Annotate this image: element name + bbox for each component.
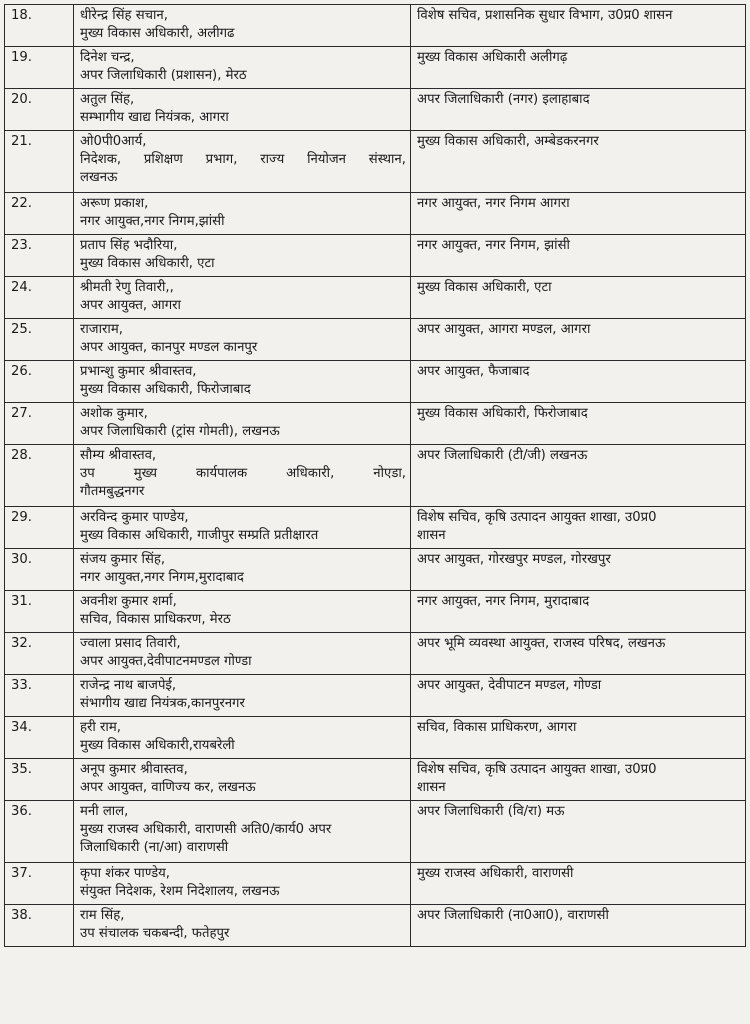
table-row: [5, 235, 746, 277]
table-body: [5, 5, 746, 947]
officer-name: अनूप कुमार श्रीवास्तव,: [80, 762, 188, 777]
current-post-line: मुख्य विकास अधिकारी, अलीगढ: [80, 26, 235, 41]
officer-current-post: [74, 863, 411, 905]
table-row: [5, 549, 746, 591]
current-post-line: सचिव, विकास प्राधिकरण, मेरठ: [80, 612, 231, 627]
officer-current-post: [74, 193, 411, 235]
table-row: [5, 445, 746, 507]
serial-number: 35.: [5, 759, 74, 801]
new-posting: [411, 633, 746, 675]
table-row: [5, 5, 746, 47]
serial-number: 36.: [5, 801, 74, 863]
new-posting: [411, 319, 746, 361]
new-posting-line: मुख्य विकास अधिकारी अलीगढ़: [417, 50, 568, 65]
serial-number: 25.: [5, 319, 74, 361]
serial-number: 22.: [5, 193, 74, 235]
current-post-line: संयुक्त निदेशक, रेशम निदेशालय, लखनऊ: [80, 884, 280, 899]
current-post-line: अपर जिलाधिकारी (ट्रांस गोमती), लखनऊ: [80, 424, 280, 439]
officer-name: ज्वाला प्रसाद तिवारी,: [80, 636, 181, 651]
table-row: [5, 277, 746, 319]
current-post-line: अपर आयुक्त,देवीपाटनमण्डल गोण्डा: [80, 654, 252, 669]
current-post-line: मुख्य विकास अधिकारी, फिरोजाबाद: [80, 382, 251, 397]
serial-number: 23.: [5, 235, 74, 277]
new-posting-line: शासन: [417, 780, 446, 795]
officer-name: प्रभान्शु कुमार श्रीवास्तव,: [80, 364, 197, 379]
new-posting: [411, 235, 746, 277]
officer-current-post: [74, 591, 411, 633]
table-row: [5, 675, 746, 717]
new-posting-line: नगर आयुक्त, नगर निगम, झांसी: [417, 238, 570, 253]
serial-number: 27.: [5, 403, 74, 445]
officer-current-post: [74, 5, 411, 47]
new-posting-line: अपर जिलाधिकारी (ना0आ0), वाराणसी: [417, 908, 609, 923]
officer-name: अवनीश कुमार शर्मा,: [80, 594, 177, 609]
new-posting: [411, 277, 746, 319]
new-posting-line: विशेष सचिव, कृषि उत्पादन आयुक्त शाखा, उ0प्र0: [417, 510, 657, 525]
current-post-line: निदेशक, प्रशिक्षण प्रभाग, राज्य नियोजन संस्थान,: [80, 152, 406, 167]
officer-current-post: [74, 717, 411, 759]
officer-name: राजाराम,: [80, 322, 123, 337]
new-posting: [411, 5, 746, 47]
current-post-line: उप संचालक चकबन्दी, फतेहपुर: [80, 926, 230, 941]
officer-current-post: [74, 319, 411, 361]
table-row: [5, 717, 746, 759]
officer-name: दिनेश चन्द्र,: [80, 50, 135, 65]
serial-number: 24.: [5, 277, 74, 319]
serial-number: 19.: [5, 47, 74, 89]
table-row: [5, 759, 746, 801]
current-post-line: नगर आयुक्त,नगर निगम,मुरादाबाद: [80, 570, 244, 585]
table-row: [5, 591, 746, 633]
officer-current-post: [74, 675, 411, 717]
officer-current-post: [74, 633, 411, 675]
current-post-line: अपर आयुक्त, वाणिज्य कर, लखनऊ: [80, 780, 256, 795]
officer-current-post: [74, 549, 411, 591]
officer-name: सौम्य श्रीवास्तव,: [80, 448, 157, 463]
serial-number: 31.: [5, 591, 74, 633]
serial-number: 18.: [5, 5, 74, 47]
officer-name: धीरेन्द्र सिंह सचान,: [80, 8, 168, 23]
new-posting-line: मुख्य राजस्व अधिकारी, वाराणसी: [417, 866, 574, 881]
new-posting: [411, 591, 746, 633]
officer-current-post: [74, 89, 411, 131]
new-posting: [411, 361, 746, 403]
table-row: [5, 319, 746, 361]
serial-number: 29.: [5, 507, 74, 549]
new-posting-line: विशेष सचिव, कृषि उत्पादन आयुक्त शाखा, उ0प्र0: [417, 762, 657, 777]
current-post-line: संभागीय खाद्य नियंत्रक,कानपुरनगर: [80, 696, 245, 711]
new-posting: [411, 801, 746, 863]
serial-number: 21.: [5, 131, 74, 193]
current-post-line: अपर आयुक्त, आगरा: [80, 298, 181, 313]
officer-name: हरी राम,: [80, 720, 121, 735]
current-post-line: मुख्य विकास अधिकारी, गाजीपुर सम्प्रति प्रतीक्षारत: [80, 528, 319, 543]
serial-number: 34.: [5, 717, 74, 759]
table-row: [5, 47, 746, 89]
current-post-line: सम्भागीय खाद्य नियंत्रक, आगरा: [80, 110, 229, 125]
current-post-line: अपर आयुक्त, कानपुर मण्डल कानपुर: [80, 340, 258, 355]
serial-number: 30.: [5, 549, 74, 591]
new-posting-line: अपर आयुक्त, देवीपाटन मण्डल, गोण्डा: [417, 678, 602, 693]
table-row: [5, 801, 746, 863]
officer-name: संजय कुमार सिंह,: [80, 552, 166, 567]
officer-name: अशोक कुमार,: [80, 406, 148, 421]
officer-name: श्रीमती रेणु तिवारी,,: [80, 280, 174, 295]
officer-current-post: [74, 131, 411, 193]
serial-number: 28.: [5, 445, 74, 507]
new-posting: [411, 717, 746, 759]
new-posting: [411, 905, 746, 947]
current-post-line: गौतमबुद्धनगर: [80, 484, 145, 499]
officer-current-post: [74, 507, 411, 549]
officer-current-post: [74, 445, 411, 507]
officer-current-post: [74, 277, 411, 319]
officer-current-post: [74, 759, 411, 801]
new-posting: [411, 445, 746, 507]
new-posting: [411, 193, 746, 235]
table-row: [5, 89, 746, 131]
serial-number: 38.: [5, 905, 74, 947]
serial-number: 37.: [5, 863, 74, 905]
new-posting-line: अपर आयुक्त, फैजाबाद: [417, 364, 530, 379]
serial-number: 26.: [5, 361, 74, 403]
officer-name: मनी लाल,: [80, 804, 129, 819]
officer-current-post: [74, 47, 411, 89]
table-row: [5, 193, 746, 235]
new-posting-line: अपर भूमि व्यवस्था आयुक्त, राजस्व परिषद, लखनऊ: [417, 636, 666, 651]
new-posting-line: अपर आयुक्त, आगरा मण्डल, आगरा: [417, 322, 591, 337]
current-post-line: उप मुख्य कार्यपालक अधिकारी, नोएडा,: [80, 466, 406, 481]
table-row: [5, 131, 746, 193]
new-posting-line: नगर आयुक्त, नगर निगम, मुरादाबाद: [417, 594, 590, 609]
current-post-line: नगर आयुक्त,नगर निगम,झांसी: [80, 214, 225, 229]
new-posting-line: शासन: [417, 528, 446, 543]
new-posting: [411, 863, 746, 905]
current-post-line: मुख्य विकास अधिकारी,रायबरेली: [80, 738, 235, 753]
current-post-line: जिलाधिकारी (ना/आ) वाराणसी: [80, 840, 229, 855]
new-posting-line: अपर जिलाधिकारी (नगर) इलाहाबाद: [417, 92, 590, 107]
new-posting: [411, 549, 746, 591]
new-posting-line: सचिव, विकास प्राधिकरण, आगरा: [417, 720, 577, 735]
new-posting: [411, 759, 746, 801]
current-post-line: मुख्य विकास अधिकारी, एटा: [80, 256, 215, 271]
transfer-list-table: [4, 4, 746, 947]
officer-current-post: [74, 361, 411, 403]
new-posting-line: अपर जिलाधिकारी (टी/जी) लखनऊ: [417, 448, 588, 463]
officer-name: राजेन्द्र नाथ बाजपेई,: [80, 678, 177, 693]
officer-name: कृपा शंकर पाण्डेय,: [80, 866, 170, 881]
officer-current-post: [74, 905, 411, 947]
officer-name: अरविन्द कुमार पाण्डेय,: [80, 510, 189, 525]
table-row: [5, 361, 746, 403]
serial-number: 32.: [5, 633, 74, 675]
current-post-line: अपर जिलाधिकारी (प्रशासन), मेरठ: [80, 68, 247, 83]
new-posting: [411, 47, 746, 89]
new-posting: [411, 403, 746, 445]
officer-current-post: [74, 801, 411, 863]
new-posting-line: अपर जिलाधिकारी (वि/रा) मऊ: [417, 804, 565, 819]
officer-name: ओ0पी0आर्य,: [80, 134, 147, 149]
new-posting-line: नगर आयुक्त, नगर निगम आगरा: [417, 196, 570, 211]
table-row: [5, 507, 746, 549]
current-post-line: मुख्य राजस्व अधिकारी, वाराणसी अति0/कार्य0 अपर: [80, 822, 332, 837]
officer-current-post: [74, 403, 411, 445]
table-row: [5, 403, 746, 445]
table-row: [5, 905, 746, 947]
officer-name: अरूण प्रकाश,: [80, 196, 149, 211]
table-row: [5, 863, 746, 905]
officer-name: अतुल सिंह,: [80, 92, 135, 107]
new-posting-line: विशेष सचिव, प्रशासनिक सुधार विभाग, उ0प्र0 शासन: [417, 8, 673, 23]
new-posting: [411, 507, 746, 549]
officer-current-post: [74, 235, 411, 277]
new-posting-line: मुख्य विकास अधिकारी, एटा: [417, 280, 552, 295]
serial-number: 33.: [5, 675, 74, 717]
officer-name: प्रताप सिंह भदौरिया,: [80, 238, 178, 253]
new-posting-line: मुख्य विकास अधिकारी, अम्बेडकरनगर: [417, 134, 599, 149]
new-posting-line: मुख्य विकास अधिकारी, फिरोजाबाद: [417, 406, 588, 421]
serial-number: 20.: [5, 89, 74, 131]
new-posting-line: अपर आयुक्त, गोरखपुर मण्डल, गोरखपुर: [417, 552, 611, 567]
officer-name: राम सिंह,: [80, 908, 125, 923]
new-posting: [411, 89, 746, 131]
table-row: [5, 633, 746, 675]
current-post-line: लखनऊ: [80, 170, 118, 185]
new-posting: [411, 131, 746, 193]
new-posting: [411, 675, 746, 717]
